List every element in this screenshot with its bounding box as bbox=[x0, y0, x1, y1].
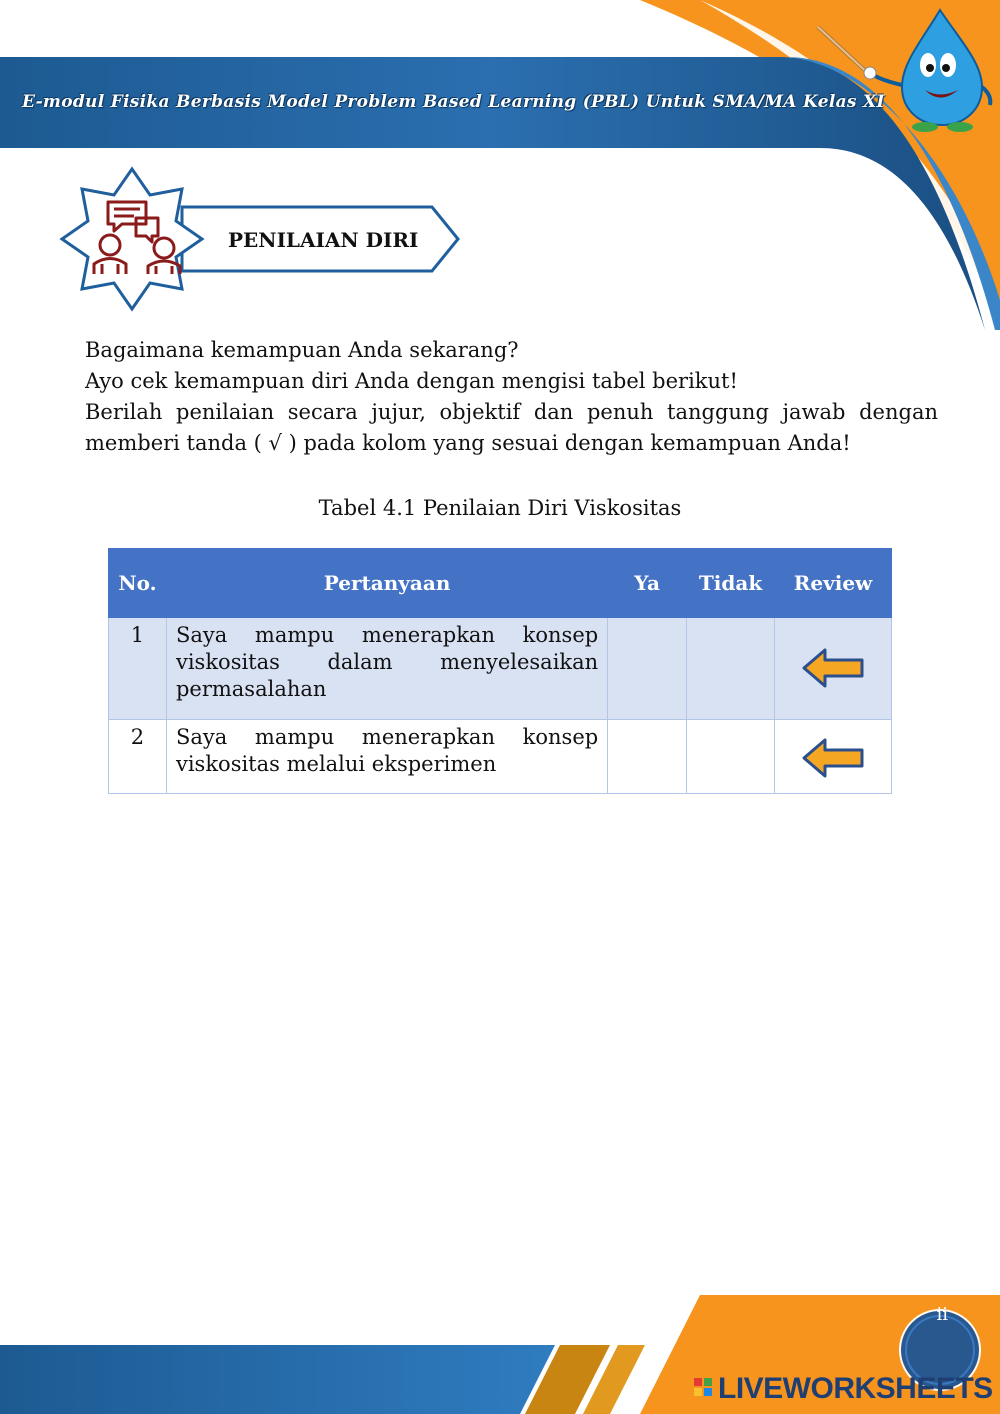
header-no: No. bbox=[109, 549, 167, 618]
header-review: Review bbox=[775, 549, 892, 618]
intro-line-1: Bagaimana kemampuan Anda sekarang? bbox=[85, 338, 519, 362]
ya-checkbox-cell[interactable] bbox=[608, 720, 687, 794]
page-number: ii bbox=[936, 1304, 948, 1325]
row-question: Saya mampu menerapkan konsep viskositas melalui eksperimen bbox=[166, 720, 607, 794]
header-tidak: Tidak bbox=[687, 549, 775, 618]
row-number: 2 bbox=[109, 720, 167, 794]
header-pertanyaan: Pertanyaan bbox=[166, 549, 607, 618]
row-number: 1 bbox=[109, 618, 167, 720]
tidak-checkbox-cell[interactable] bbox=[687, 720, 775, 794]
self-assessment-table bbox=[108, 548, 892, 794]
intro-line-3: Berilah penilaian secara jujur, objektif dan penuh tanggung jawab dengan memberi tanda ( √ ) pada kolom yang sesuai dengan kemampuan Anda! bbox=[85, 400, 938, 455]
liveworksheets-brand: LIVEWORKSHEETS bbox=[718, 1372, 993, 1405]
module-header-title: E-modul Fisika Berbasis Model Problem Based Learning (PBL) Untuk SMA/MA Kelas XI bbox=[22, 92, 885, 112]
ya-checkbox-cell[interactable] bbox=[608, 618, 687, 720]
section-title: PENILAIAN DIRI bbox=[228, 228, 419, 252]
arrow-left-icon[interactable] bbox=[801, 737, 865, 779]
water-drop-mascot-icon bbox=[810, 5, 1000, 135]
tidak-checkbox-cell[interactable] bbox=[687, 618, 775, 720]
discussion-people-icon bbox=[88, 196, 184, 278]
row-question: Saya mampu menerapkan konsep viskositas dalam menyelesaikan permasalahan bbox=[166, 618, 607, 720]
review-cell[interactable] bbox=[775, 618, 892, 720]
liveworksheets-logo-icon bbox=[694, 1378, 714, 1398]
table-row bbox=[109, 720, 892, 794]
header-ya: Ya bbox=[608, 549, 687, 618]
intro-line-2: Ayo cek kemampuan diri Anda dengan mengisi tabel berikut! bbox=[85, 369, 738, 393]
review-cell[interactable] bbox=[775, 720, 892, 794]
table-row bbox=[109, 618, 892, 720]
intro-text bbox=[85, 335, 938, 459]
arrow-left-icon[interactable] bbox=[801, 647, 865, 689]
table-caption: Tabel 4.1 Penilaian Diri Viskositas bbox=[318, 496, 682, 520]
